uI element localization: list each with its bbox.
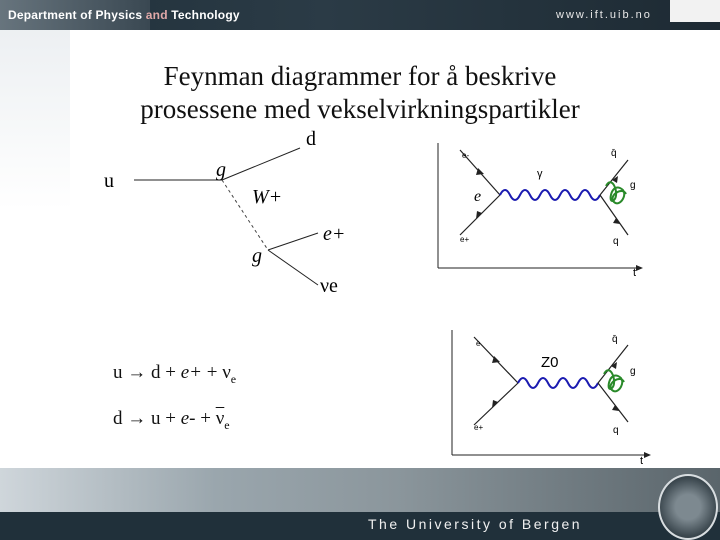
- label-nu: νe: [320, 275, 338, 297]
- department-part2: Technology: [171, 8, 240, 22]
- arrow-e-plus: [476, 211, 482, 219]
- department-and: and: [145, 8, 168, 22]
- eq2-lhs: d: [113, 408, 123, 429]
- label-e-mid: e: [474, 188, 482, 205]
- footer-photo-strip: [0, 468, 720, 512]
- label-z0: Z0: [541, 354, 559, 371]
- label-w: W+: [252, 186, 283, 208]
- equation-beta-minus: [113, 408, 230, 433]
- label-g-2: g: [630, 366, 636, 377]
- photon-exchange-diagram: [438, 143, 643, 279]
- beta-decay-diagram: [104, 128, 345, 297]
- label-e-minus-2: e: [476, 339, 481, 348]
- label-q-1: q: [613, 236, 619, 247]
- eq1-plus: +: [206, 362, 218, 383]
- label-e-plus-1: e+: [460, 235, 470, 244]
- gluon-curl-1: [606, 182, 626, 203]
- label-qbar-2: q̄: [612, 334, 618, 345]
- footer-bar: [0, 512, 720, 540]
- neutrino-line: [268, 250, 318, 285]
- label-t-1: t: [633, 267, 637, 279]
- label-g-1: g: [630, 180, 636, 191]
- eq1-nu: ν: [222, 362, 231, 383]
- eq2-electron: e-: [180, 408, 196, 429]
- eq2-plus: +: [200, 408, 211, 429]
- label-u: u: [104, 170, 114, 192]
- arrow-e-plus-2: [492, 400, 498, 408]
- d-quark-line: [222, 148, 300, 180]
- equation-beta-plus: [113, 362, 236, 387]
- label-gamma: γ: [537, 168, 543, 180]
- positron-line: [268, 233, 318, 250]
- label-g2: g: [252, 245, 262, 267]
- label-qbar-1: q̄: [611, 148, 617, 159]
- title-line-1: Feynman diagrammer for å beskrive: [163, 61, 557, 91]
- title-line-2: prosessene med vekselvirkningspartikler: [140, 94, 580, 124]
- time-arrowhead-1: [636, 265, 643, 271]
- eq2-rhs-u: u +: [151, 408, 176, 429]
- label-e-minus-1: e-: [462, 151, 470, 160]
- arrow-q: [613, 218, 620, 224]
- label-t-2: t: [640, 455, 644, 467]
- label-g1: g: [216, 159, 226, 181]
- eq1-rhs-d: d +: [151, 362, 176, 383]
- eq1-lhs: u: [113, 362, 123, 383]
- eq1-positron: e+: [180, 362, 202, 383]
- university-name: The University of Bergen: [368, 516, 583, 532]
- label-e-plus-2: e+: [474, 423, 484, 432]
- website-url: www.ift.uib.no: [556, 9, 652, 21]
- label-q-2: q: [613, 425, 619, 436]
- z-boson-wave: [518, 378, 598, 388]
- eq2-antinu: $\overline{\nu}$: [215, 408, 225, 429]
- photon-wave: [500, 190, 600, 200]
- z-exchange-diagram: [452, 330, 651, 467]
- label-d: d: [306, 128, 316, 150]
- department-part1: Department of Physics: [8, 8, 143, 22]
- arrow-icon: →: [127, 408, 147, 429]
- label-eplus: e+: [323, 223, 346, 245]
- university-seal-icon: [658, 474, 718, 540]
- gluon-curl-2: [604, 370, 624, 391]
- eq1-nu-sub: e: [230, 371, 237, 386]
- arrow-icon: →: [127, 362, 147, 383]
- q-out-line-2: [598, 383, 628, 422]
- time-arrowhead-2: [644, 452, 651, 458]
- eq2-nu-sub: e: [224, 417, 230, 432]
